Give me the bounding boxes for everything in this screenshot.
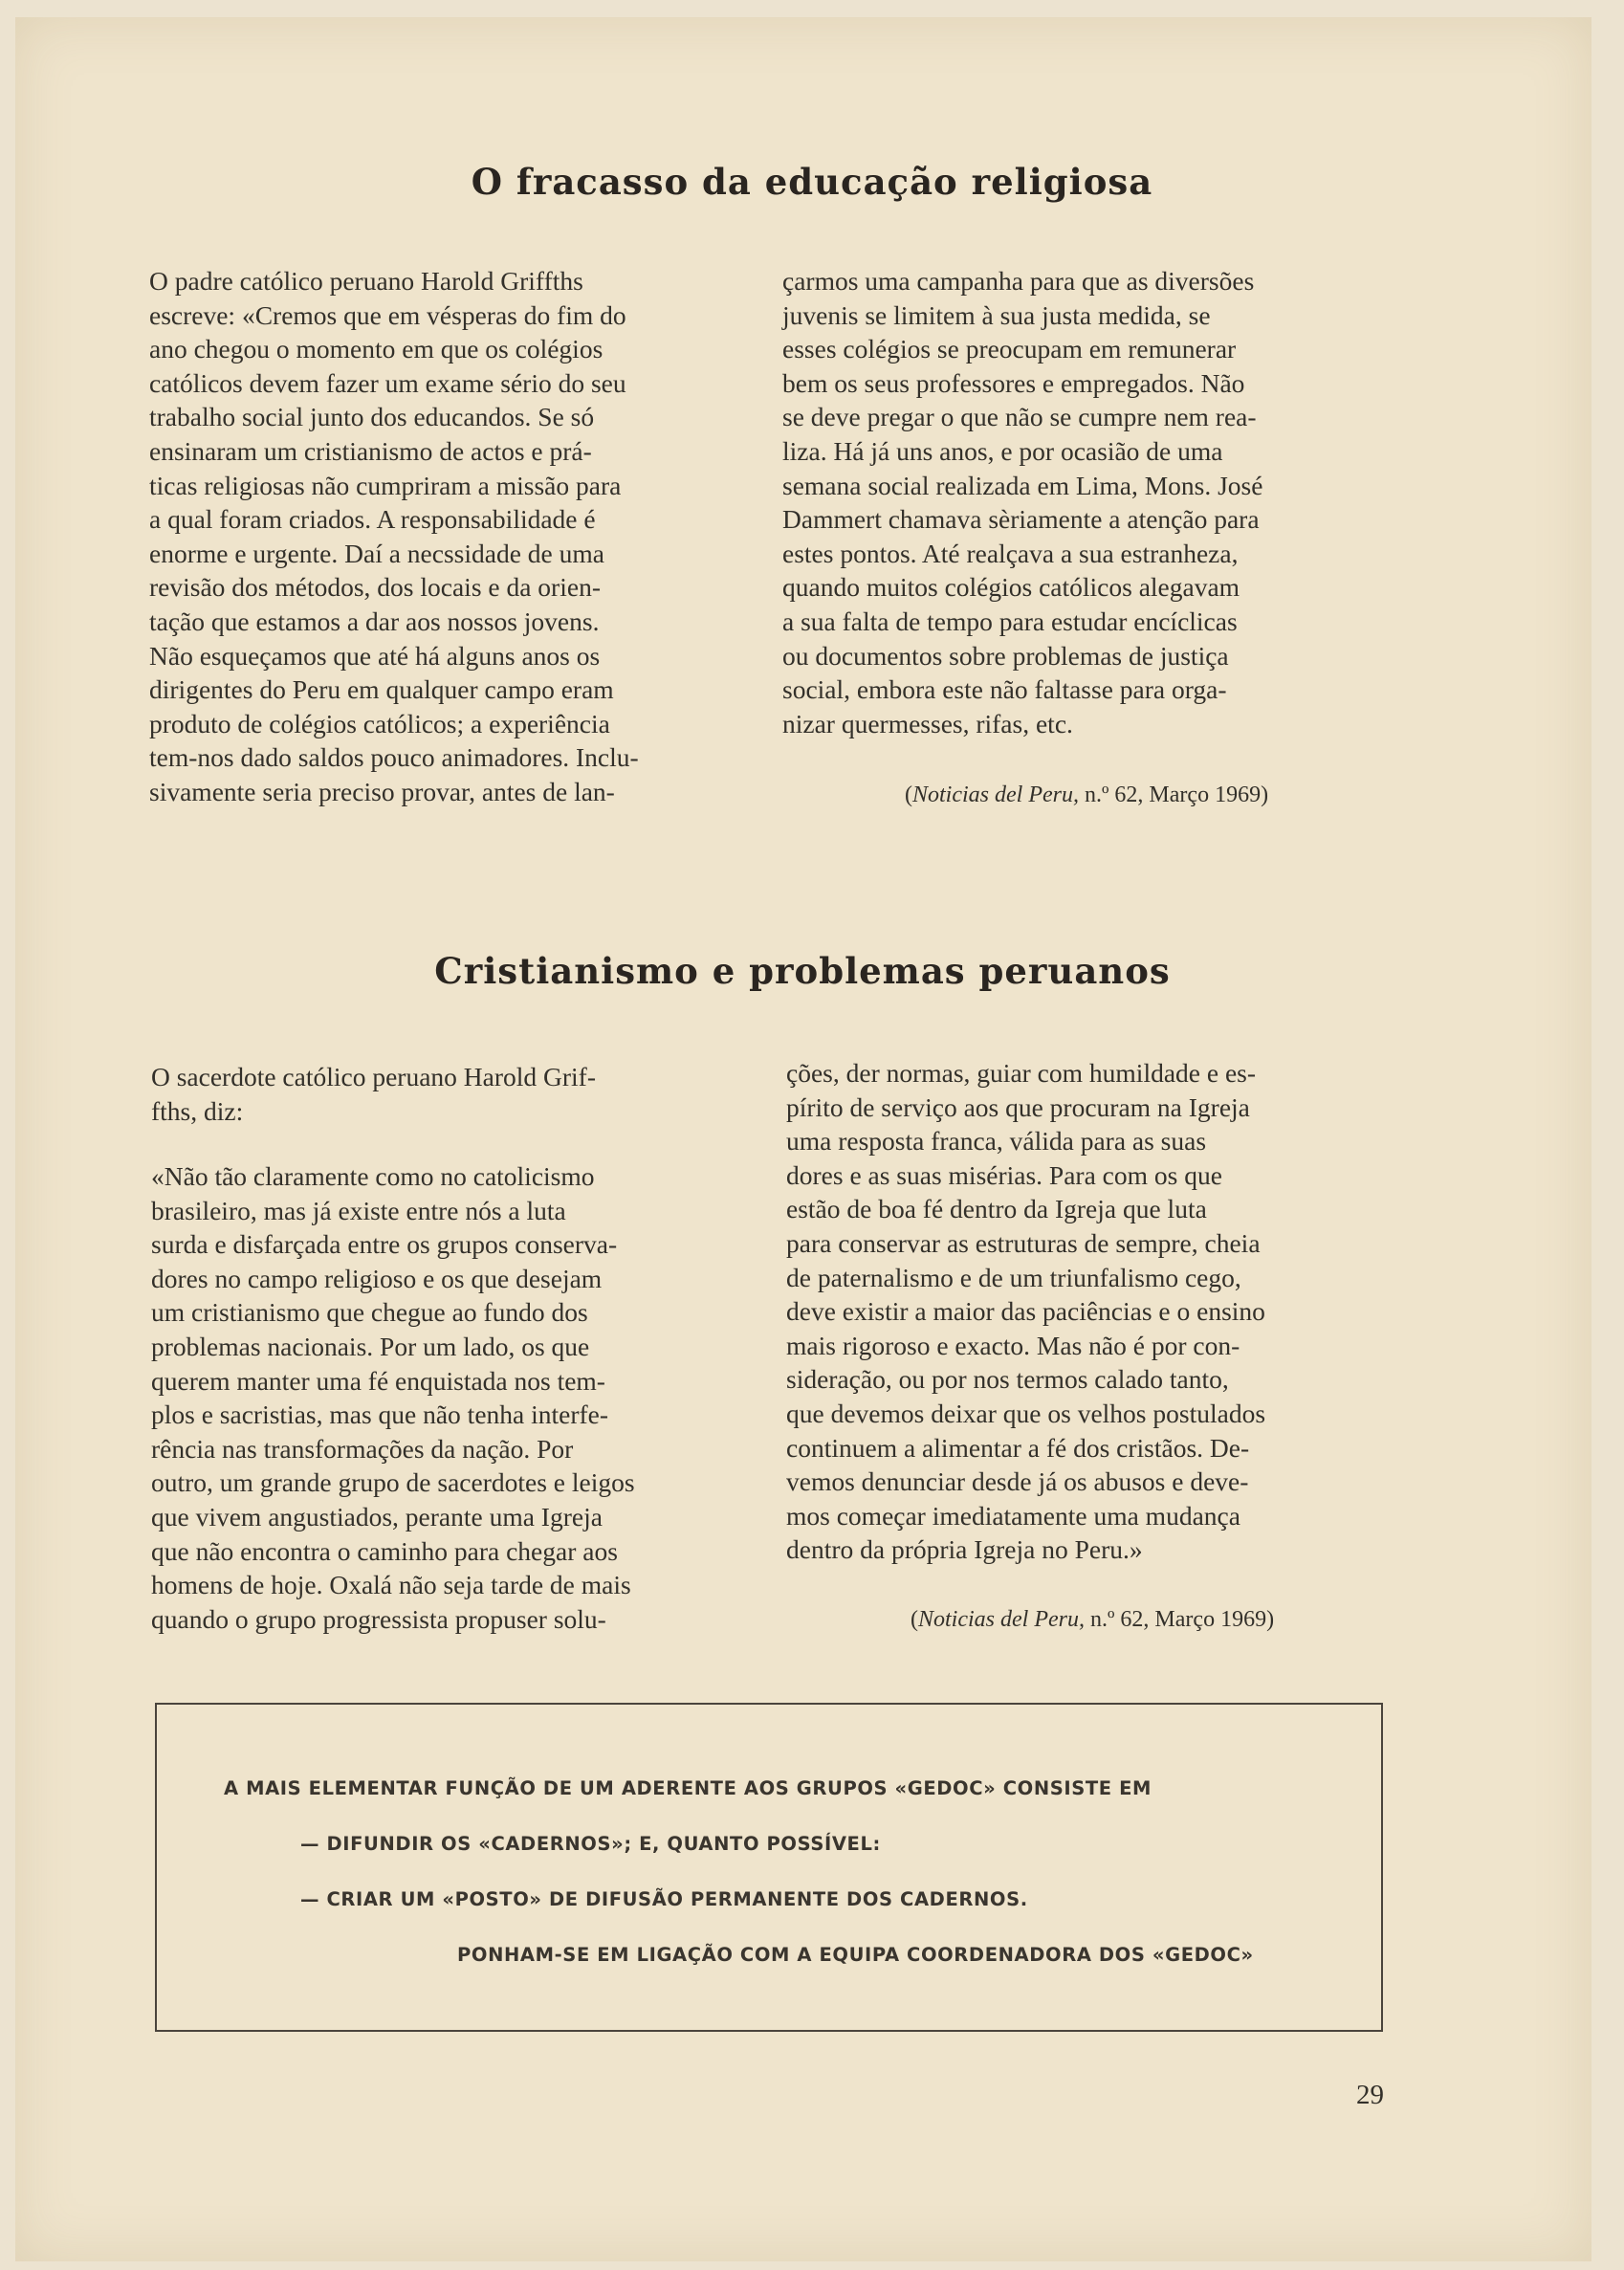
gedoc-notice-box [155,1703,1383,2032]
article2-left-column: «Não tão claramente como no catolicismo brasileiro, mas já existe entre nós a luta surda e disfarçada entre os grupos conserva- dores no campo religioso e os que desejam um cristianismo que chegue ao fundo dos problemas nacionais. Por um lado, os que querem manter uma fé enquistada nos tem- plos e sacristias, mas que não tenha interfe- rência nas transformações da nação. Por outro, um grande grupo de sacerdotes e leigos que vivem angustiados, perante uma Igreja que não encontra o caminho para chegar aos homens de hoje. Oxalá não seja tarde de mais quando o grupo progressista propuser solu- [151,1161,635,1634]
article1-title: O fracasso da educação religiosa [471,161,1153,203]
article2-source [911,1607,1274,1633]
article2-right-column: ções, der normas, guiar com humildade e es- pírito de serviço aos que procuram na Igreja uma resposta franca, válida para as suas dores e as suas misérias. Para com os que estão de boa fé dentro da Igreja que luta para conservar as estruturas de sempre, cheia de paternalismo e de um triunfalismo cego, deve existir a maior das paciências e o ensino mais rigoroso e exacto. Mas não é por con- sideração, ou por nos termos calado tanto, que devemos deixar que os velhos postulados continuem a alimentar a fé dos cristãos. De- vemos denunciar desde já os abusos e deve- mos começar imediatamente uma mudança dentro da própria Igreja no Peru.» [786,1058,1266,1565]
notice-line-4: PONHAM-SE EM LIGAÇÃO COM A EQUIPA COORDENADORA DOS «GEDOC» [457,1944,1254,1966]
article1-source-detail: n.º 62, Março 1969) [1078,782,1269,807]
notice-line-1: A MAIS ELEMENTAR FUNÇÃO DE UM ADERENTE AOS GRUPOS «GEDOC» CONSISTE EM [224,1777,1152,1799]
article2-source-publication: Noticias del Peru, [918,1607,1085,1632]
article2-source-detail: n.º 62, Março 1969) [1084,1607,1275,1632]
article1-left-column: O padre católico peruano Harold Griffths escreve: «Cremos que em vésperas do fim do ano chegou o momento em que os colégios católicos devem fazer um exame sério do seu trabalho social junto dos educandos. Se só ensinaram um cristianismo de actos e prá- ticas religiosas não cumpriram a missão para a qual foram criados. A responsabilidade é enorme e urgente. Daí a necssidade de uma revisão dos métodos, dos locais e da orien- tação que estamos a dar aos nossos jovens. Não esqueçamos que até há alguns anos os dirigentes do Peru em qualquer campo eram produto de colégios católicos; a experiência tem-nos dado saldos pouco animadores. Inclu- sivamente seria preciso provar, antes de lan- [149,266,639,806]
article2-source-open: ( [911,1607,918,1632]
page-number: 29 [1356,2080,1384,2110]
article1-source-open: ( [905,782,912,807]
article1-source-publication: Noticias del Peru, [912,782,1079,807]
article1-source [905,782,1268,808]
article2-title: Cristianismo e problemas peruanos [434,950,1171,992]
notice-line-3: — CRIAR UM «POSTO» DE DIFUSÃO PERMANENTE DOS CADERNOS. [300,1888,1028,1910]
article1-right-column: çarmos uma campanha para que as diversões juvenis se limitem à sua justa medida, se esses colégios se preocupam em remunerar bem os seus professores e empregados. Não se deve pregar o que não se cumpre nem rea- liza. Há já uns anos, e por ocasião de uma semana social realizada em Lima, Mons. José Dammert chamava sèriamente a atenção para estes pontos. Até realçava a sua estranheza, quando muitos colégios católicos alegavam a sua falta de tempo para estudar encíclicas ou documentos sobre problemas de justiça social, embora este não faltasse para orga- nizar quermesses, rifas, etc. [782,266,1263,738]
article2-left-intro: O sacerdote católico peruano Harold Grif- fths, diz: [151,1062,597,1126]
notice-line-2: — DIFUNDIR OS «CADERNOS»; E, QUANTO POSSÍVEL: [300,1833,881,1855]
